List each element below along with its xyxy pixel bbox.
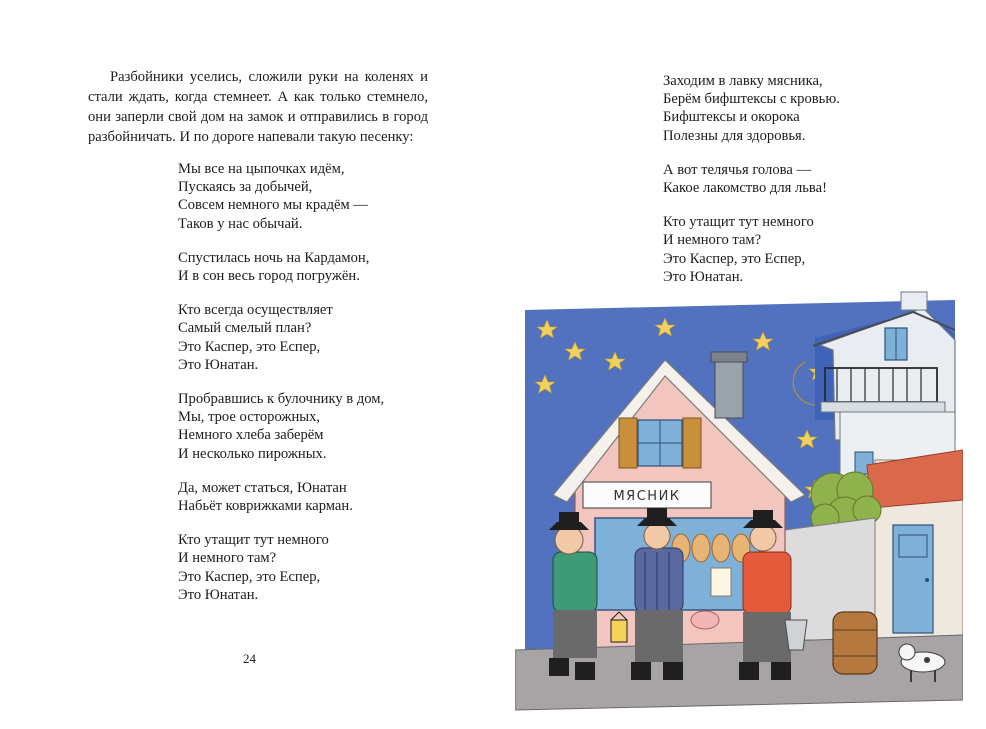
poem-line: Это Каспер, это Еспер,: [663, 250, 806, 267]
barrel: [833, 612, 877, 674]
poem-line: Какое лакомство для льва!: [663, 180, 827, 197]
poem-line: Спустилась ночь на Кардамон,: [178, 249, 370, 266]
poem-line: И в сон весь город погружён.: [178, 268, 360, 285]
shop-sign-text: МЯСНИК: [613, 489, 681, 504]
poem-line: Совсем немного мы крадём —: [178, 197, 368, 214]
poem-line: Кто всегда осуществляет: [178, 302, 333, 319]
poem-stanza: [178, 249, 384, 285]
poem-stanza: [663, 161, 840, 197]
poem-line: И немного там?: [663, 232, 762, 249]
poem-stanza: [178, 531, 384, 604]
pig-head: [691, 611, 719, 629]
poem-line: Кто утащит тут немного: [663, 214, 814, 231]
poem-stanza: [178, 479, 384, 515]
poem-stanza: [663, 213, 840, 286]
butcher-shop-illustration: [515, 290, 963, 720]
left-poem: [178, 160, 384, 620]
poem-line: Бифштексы и окорока: [663, 109, 800, 126]
poem-line: Полезны для здоровья.: [663, 127, 806, 144]
poem-line: А вот телячья голова —: [663, 161, 812, 178]
poem-line: И немного там?: [178, 550, 277, 567]
right-poem: [663, 72, 840, 302]
poem-line: И несколько пирожных.: [178, 445, 327, 462]
poem-line: Мы, трое осторожных,: [178, 409, 321, 426]
poem-line: Берём бифштексы с кровью.: [663, 91, 840, 108]
poem-line: Мы все на цыпочках идём,: [178, 161, 345, 177]
page-number: 24: [243, 651, 256, 666]
poem-line: Это Юнатан.: [178, 356, 259, 373]
poem-line: Самый смелый план?: [178, 320, 312, 337]
poem-line: Заходим в лавку мясника,: [663, 73, 823, 89]
poem-line: Это Юнатан.: [178, 586, 259, 603]
poem-line: Пробравшись к булочнику в дом,: [178, 391, 385, 408]
poem-line: Это Каспер, это Еспер,: [178, 338, 321, 355]
poem-stanza: [178, 390, 384, 463]
poem-line: Немного хлеба заберём: [178, 427, 324, 444]
poem-stanza: [663, 72, 840, 145]
intro-paragraph: Разбойники уселись, сложили руки на коленях и стали ждать, когда стемнеет. А как только стемнело, они заперли свой дом на замок и отправились в город разбойничать. И по дороге напевали такую песенку:: [88, 69, 428, 145]
right-page: [493, 0, 986, 729]
poem-line: Набьёт коврижками карман.: [178, 498, 353, 515]
poem-line: Таков у нас обычай.: [178, 215, 303, 232]
poem-line: Кто утащит тут немного: [178, 532, 329, 549]
poem-line: Пускаясь за добычей,: [178, 179, 313, 196]
side-house: [867, 450, 963, 640]
bucket-icon: [785, 620, 807, 650]
poem-line: Да, может статься, Юнатан: [178, 479, 347, 496]
poem-line: Это Юнатан.: [663, 268, 744, 285]
poem-line: Это Каспер, это Еспер,: [178, 568, 321, 585]
poem-stanza: [178, 301, 384, 374]
poem-stanza: [178, 160, 384, 233]
